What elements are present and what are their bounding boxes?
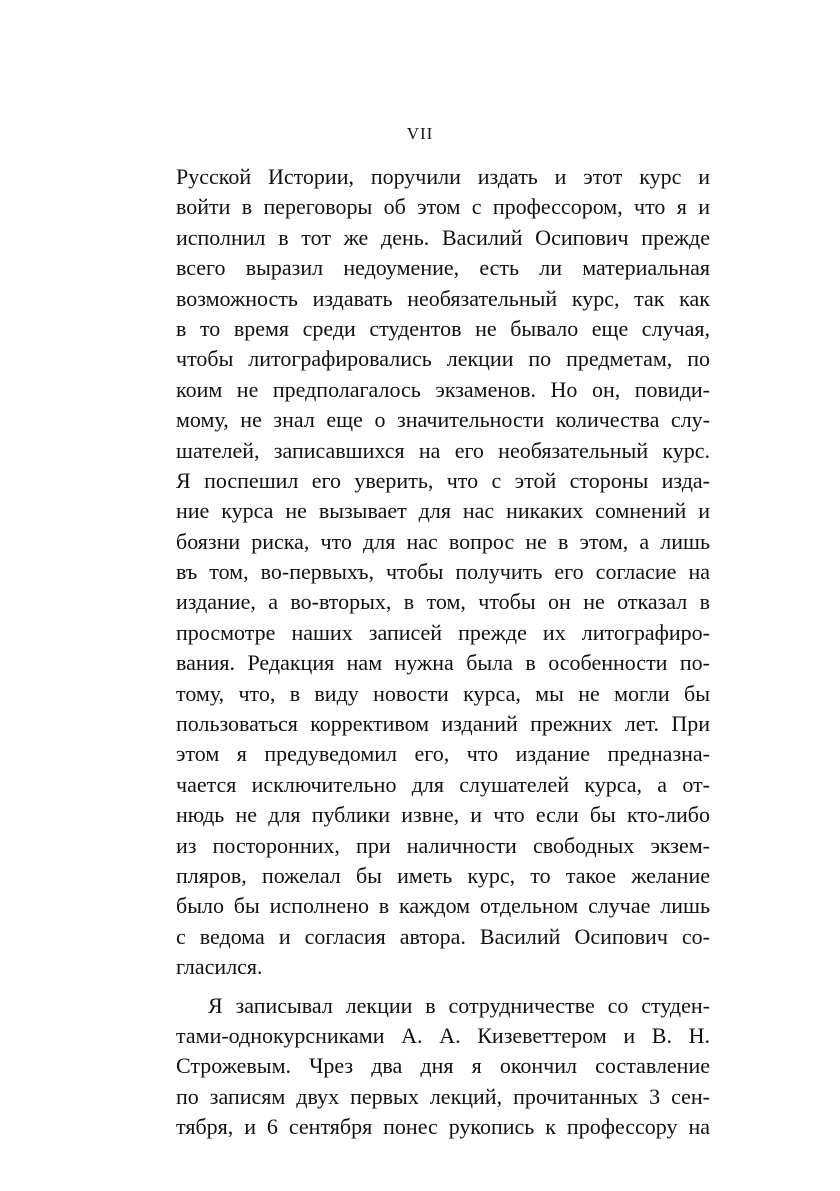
- text-line: коим не предполагалось экзаменов. Но он, повиди-: [176, 376, 710, 402]
- text-line: с ведома и согласия автора. Василий Осипович со-: [176, 923, 710, 949]
- text-line: Русской Истории, поручили издать и этот курс и: [176, 164, 710, 189]
- text-line: издание, а во-вторых, в том, чтобы он не отказал в: [176, 589, 710, 615]
- text-line: Строжевым. Чрез два дня я окончил составление: [176, 1053, 710, 1079]
- text-line: боязни риска, что для нас вопрос не в этом, а лишь: [176, 528, 710, 554]
- text-line: ние курса не вызывает для нас никаких сомнений и: [176, 498, 710, 524]
- paragraph-2: [176, 991, 710, 1143]
- text-line: мому, не знал еще о значительности количества слу-: [176, 407, 710, 433]
- text-line: тами-однокурсниками А. А. Кизеветтером и В. Н.: [176, 1022, 710, 1048]
- text-line: этом я предуведомил его, что издание предназна-: [176, 741, 710, 767]
- text-line: возможность издавать необязательный курс, так как: [176, 285, 710, 311]
- text-line: тября, и 6 сентября понес рукопись к профессору на: [176, 1114, 710, 1140]
- text-line: всего выразил недоумение, есть ли материальная: [176, 255, 710, 281]
- page-number: VII: [406, 124, 434, 143]
- text-line: чается исключительно для слушателей курса, а от-: [176, 771, 710, 797]
- text-line: пользоваться коррективом изданий прежних лет. При: [176, 711, 710, 737]
- text-line: исполнил в тот же день. Василий Осипович прежде: [176, 224, 710, 250]
- text-line: просмотре наших записей прежде их литографиро-: [176, 619, 710, 645]
- text-line: въ том, во-первыхъ, чтобы получить его согласие на: [176, 559, 710, 585]
- text-line: было бы исполнено в каждом отдельном случае лишь: [176, 893, 710, 919]
- text-line: гласился.: [176, 954, 263, 980]
- text-line: в то время среди студентов не бывало еще случая,: [176, 315, 710, 341]
- text-line: вания. Редакция нам нужна была в особенности по-: [176, 650, 710, 676]
- text-line: Я записывал лекции в сотрудничестве со студен-: [208, 992, 710, 1018]
- text-line: нюдь не для публики извне, и что если бы кто-либо: [176, 802, 710, 828]
- text-line: пляров, пожелал бы иметь курс, то такое желание: [176, 862, 710, 888]
- text-line: Я поспешил его уверить, что с этой стороны изда-: [176, 467, 710, 493]
- text-line: войти в переговоры об этом с профессором, что я и: [176, 194, 710, 220]
- text-line: шателей, записавшихся на его необязательный курс.: [176, 437, 710, 463]
- text-line: чтобы литографировались лекции по предметам, по: [176, 346, 710, 372]
- paragraph-1: [176, 162, 710, 983]
- text-line: из посторонних, при наличности свободных экзем-: [176, 832, 710, 858]
- paragraph-gap: [176, 983, 710, 991]
- text-line: тому, что, в виду новости курса, мы не могли бы: [176, 680, 710, 706]
- text-line: по записям двух первых лекций, прочитанных 3 сен-: [176, 1083, 710, 1109]
- body-text: [176, 162, 710, 1143]
